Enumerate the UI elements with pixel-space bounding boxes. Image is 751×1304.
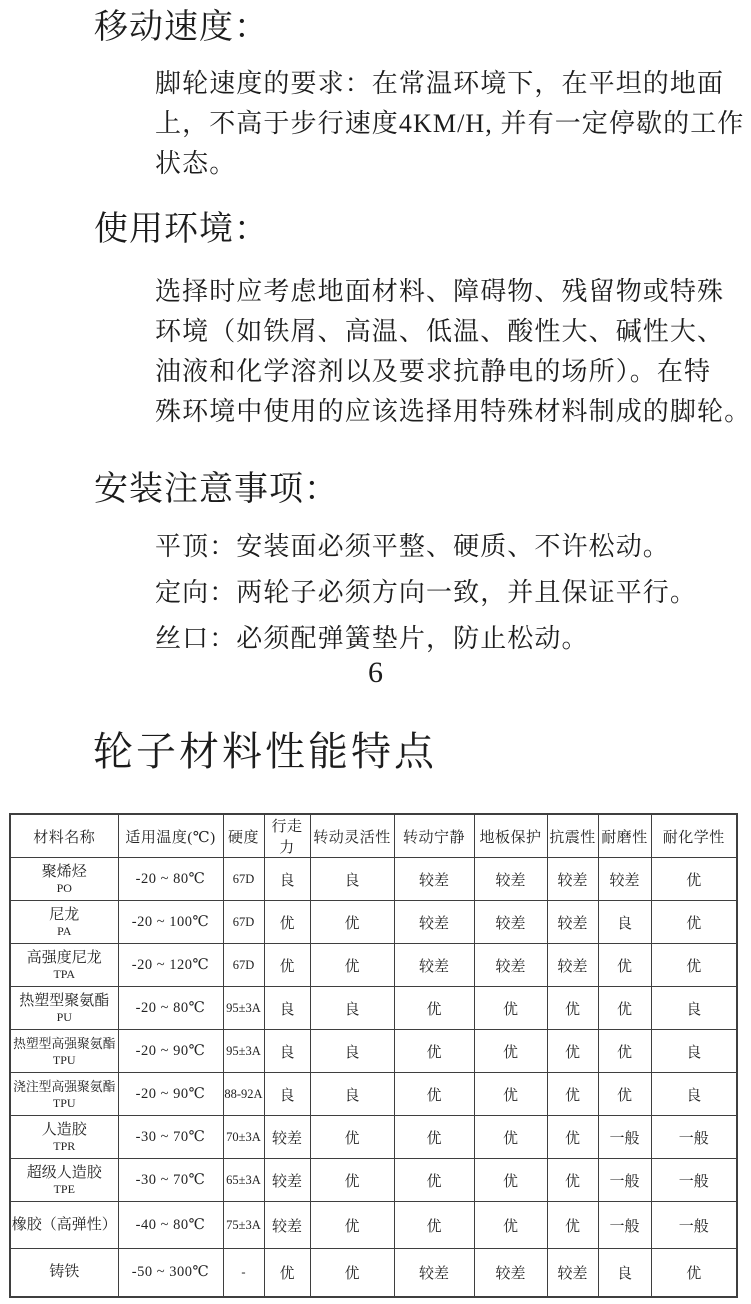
rating-cell: 优 <box>547 987 598 1030</box>
section-body-usage-environment <box>155 272 751 432</box>
rating-cell: 优 <box>651 944 737 987</box>
rating-cell: 较差 <box>264 1202 310 1249</box>
rating-cell: 优 <box>394 1159 474 1202</box>
rating-cell: 良 <box>264 987 310 1030</box>
hardness-cell: - <box>223 1249 264 1297</box>
material-code: TPU <box>52 1096 76 1110</box>
temp-cell: -20 ~ 90℃ <box>118 1030 223 1073</box>
material-name: 橡胶（高弹性） <box>11 1217 117 1233</box>
material-properties-table <box>9 813 738 1298</box>
hardness-cell: 65±3A <box>223 1159 264 1202</box>
table-title: 轮子材料性能特点 <box>93 729 437 774</box>
table-row <box>10 901 737 944</box>
rating-cell: 较差 <box>474 858 547 901</box>
body-line: 选择时应考虑地面材料、障碍物、残留物或特殊 <box>155 277 725 306</box>
column-header: 行走力 <box>264 814 310 858</box>
column-header: 适用温度(℃) <box>118 814 223 858</box>
rating-cell: 较差 <box>394 944 474 987</box>
body-line: 油液和化学溶剂以及要求抗静电的场所）。在特 <box>155 357 712 386</box>
temp-cell: -20 ~ 80℃ <box>118 858 223 901</box>
rating-cell: 较差 <box>474 944 547 987</box>
rating-cell: 优 <box>651 901 737 944</box>
rating-cell: 优 <box>547 1202 598 1249</box>
rating-cell: 良 <box>651 987 737 1030</box>
column-header: 耐化学性 <box>651 814 737 858</box>
rating-cell: 优 <box>474 1073 547 1116</box>
column-header: 材料名称 <box>10 814 118 858</box>
rating-cell: 良 <box>310 858 394 901</box>
column-header: 硬度 <box>223 814 264 858</box>
rating-cell: 优 <box>310 1202 394 1249</box>
material-code: TPR <box>53 1139 76 1153</box>
page-number: 6 <box>368 656 383 689</box>
material-code: PO <box>56 881 72 895</box>
rating-cell: 良 <box>310 1030 394 1073</box>
material-code: TPE <box>53 1182 75 1196</box>
material-code: TPA <box>53 967 76 981</box>
rating-cell: 良 <box>264 1030 310 1073</box>
rating-cell: 较差 <box>394 858 474 901</box>
section-heading-usage-environment: 使用环境： <box>94 211 269 248</box>
body-line: 殊环境中使用的应该选择用特殊材料制成的脚轮。 <box>155 397 751 426</box>
rating-cell: 良 <box>651 1030 737 1073</box>
material-name-cell <box>10 1202 118 1249</box>
rating-cell: 优 <box>394 1073 474 1116</box>
rating-cell: 一般 <box>598 1202 651 1249</box>
temp-cell: -30 ~ 70℃ <box>118 1159 223 1202</box>
material-name: 超级人造胶 <box>26 1165 102 1181</box>
table-row <box>10 1116 737 1159</box>
rating-cell: 优 <box>310 944 394 987</box>
rating-cell: 优 <box>310 1116 394 1159</box>
rating-cell: 优 <box>598 987 651 1030</box>
hardness-cell: 75±3A <box>223 1202 264 1249</box>
temp-cell: -20 ~ 90℃ <box>118 1073 223 1116</box>
rating-cell: 优 <box>310 1249 394 1297</box>
material-name-cell <box>10 1159 118 1202</box>
material-name-cell <box>10 1116 118 1159</box>
material-name-cell <box>10 944 118 987</box>
material-code: TPU <box>52 1053 76 1067</box>
rating-cell: 较差 <box>547 901 598 944</box>
table-row <box>10 944 737 987</box>
rating-cell: 一般 <box>651 1116 737 1159</box>
body-line: 状态。 <box>155 149 237 178</box>
column-header: 转动灵活性 <box>310 814 394 858</box>
rating-cell: 优 <box>310 901 394 944</box>
column-header: 转动宁静 <box>394 814 474 858</box>
temp-cell: -20 ~ 80℃ <box>118 987 223 1030</box>
rating-cell: 较差 <box>598 858 651 901</box>
hardness-cell: 67D <box>223 901 264 944</box>
rating-cell: 较差 <box>547 858 598 901</box>
material-name: 铸铁 <box>49 1264 80 1281</box>
table-row <box>10 1159 737 1202</box>
column-header: 地板保护 <box>474 814 547 858</box>
table-row <box>10 1030 737 1073</box>
rating-cell: 一般 <box>598 1159 651 1202</box>
material-name: 聚烯烃 <box>41 864 87 880</box>
rating-cell: 较差 <box>547 944 598 987</box>
hardness-cell: 70±3A <box>223 1116 264 1159</box>
rating-cell: 优 <box>598 1073 651 1116</box>
column-header: 抗震性 <box>547 814 598 858</box>
rating-cell: 一般 <box>651 1202 737 1249</box>
rating-cell: 良 <box>598 901 651 944</box>
rating-cell: 一般 <box>598 1116 651 1159</box>
temp-cell: -30 ~ 70℃ <box>118 1116 223 1159</box>
rating-cell: 优 <box>264 901 310 944</box>
rating-cell: 优 <box>394 1030 474 1073</box>
rating-cell: 较差 <box>394 1249 474 1297</box>
rating-cell: 较差 <box>394 901 474 944</box>
rating-cell: 较差 <box>474 1249 547 1297</box>
material-name: 高强度尼龙 <box>26 950 102 966</box>
rating-cell: 优 <box>264 1249 310 1297</box>
hardness-cell: 95±3A <box>223 1030 264 1073</box>
hardness-cell: 88-92A <box>223 1073 264 1116</box>
rating-cell: 良 <box>264 1073 310 1116</box>
section-body-moving-speed <box>155 64 744 184</box>
rating-cell: 良 <box>310 1073 394 1116</box>
rating-cell: 较差 <box>264 1159 310 1202</box>
rating-cell: 优 <box>547 1030 598 1073</box>
body-line: 环境（如铁屑、高温、低温、酸性大、碱性大、 <box>155 317 725 346</box>
install-note-threaded: 丝口：必须配弹簧垫片，防止松动。 <box>155 624 589 653</box>
table-row <box>10 987 737 1030</box>
rating-cell: 优 <box>474 1030 547 1073</box>
install-note-flat-top: 平顶：安装面必须平整、硬质、不许松动。 <box>155 532 670 561</box>
rating-cell: 一般 <box>651 1159 737 1202</box>
material-name-cell <box>10 987 118 1030</box>
material-code: PU <box>56 1010 72 1024</box>
rating-cell: 良 <box>310 987 394 1030</box>
rating-cell: 优 <box>598 944 651 987</box>
material-name-cell <box>10 1073 118 1116</box>
material-name-cell <box>10 901 118 944</box>
material-name: 热塑型聚氨酯 <box>19 993 110 1009</box>
rating-cell: 良 <box>598 1249 651 1297</box>
material-name-cell <box>10 1030 118 1073</box>
temp-cell: -50 ~ 300℃ <box>118 1249 223 1297</box>
rating-cell: 优 <box>547 1073 598 1116</box>
rating-cell: 优 <box>474 1159 547 1202</box>
material-name: 人造胶 <box>41 1122 87 1138</box>
rating-cell: 优 <box>310 1159 394 1202</box>
table-row <box>10 1073 737 1116</box>
temp-cell: -20 ~ 120℃ <box>118 944 223 987</box>
material-name: 浇注型高强聚氨酯 <box>13 1080 116 1094</box>
section-heading-moving-speed: 移动速度： <box>94 9 269 46</box>
rating-cell: 优 <box>394 1116 474 1159</box>
body-line: 上，不高于步行速度4KM/H, 并有一定停歇的工作 <box>155 109 745 138</box>
hardness-cell: 95±3A <box>223 987 264 1030</box>
rating-cell: 优 <box>394 987 474 1030</box>
column-header: 耐磨性 <box>598 814 651 858</box>
install-note-directional: 定向：两轮子必须方向一致，并且保证平行。 <box>155 578 698 607</box>
rating-cell: 优 <box>547 1116 598 1159</box>
rating-cell: 优 <box>474 1116 547 1159</box>
rating-cell: 优 <box>598 1030 651 1073</box>
table-row <box>10 1202 737 1249</box>
rating-cell: 优 <box>264 944 310 987</box>
rating-cell: 优 <box>474 987 547 1030</box>
material-name: 热塑型高强聚氨酯 <box>13 1037 116 1051</box>
rating-cell: 优 <box>651 858 737 901</box>
table-header-row <box>10 814 737 858</box>
rating-cell: 较差 <box>264 1116 310 1159</box>
rating-cell: 优 <box>474 1202 547 1249</box>
rating-cell: 较差 <box>547 1249 598 1297</box>
material-name: 尼龙 <box>49 907 80 923</box>
hardness-cell: 67D <box>223 944 264 987</box>
temp-cell: -40 ~ 80℃ <box>118 1202 223 1249</box>
temp-cell: -20 ~ 100℃ <box>118 901 223 944</box>
rating-cell: 优 <box>547 1159 598 1202</box>
material-name-cell <box>10 1249 118 1297</box>
table-row <box>10 858 737 901</box>
rating-cell: 优 <box>651 1249 737 1297</box>
table-row <box>10 1249 737 1297</box>
rating-cell: 良 <box>651 1073 737 1116</box>
rating-cell: 优 <box>394 1202 474 1249</box>
body-line: 脚轮速度的要求：在常温环境下，在平坦的地面 <box>155 69 725 98</box>
hardness-cell: 67D <box>223 858 264 901</box>
section-body-install-notes <box>155 524 697 662</box>
material-name-cell <box>10 858 118 901</box>
rating-cell: 较差 <box>474 901 547 944</box>
material-code: PA <box>57 924 72 938</box>
rating-cell: 良 <box>264 858 310 901</box>
section-heading-install-notes: 安装注意事项： <box>94 471 339 508</box>
